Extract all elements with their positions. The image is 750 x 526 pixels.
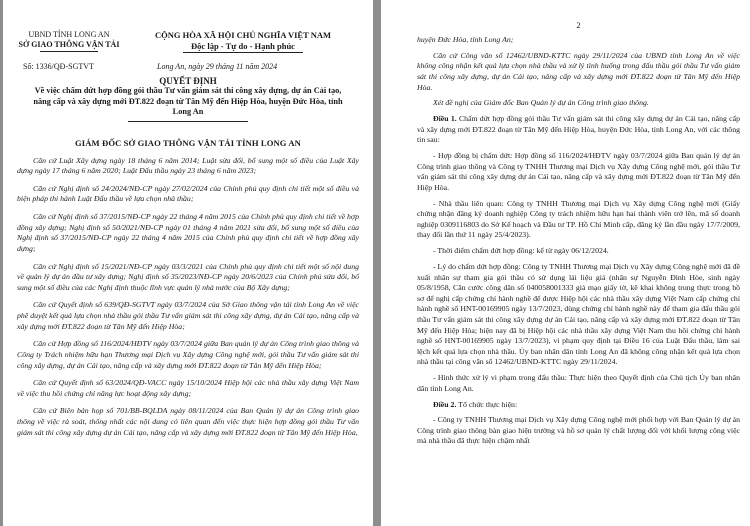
article-1-item: - Lý do chấm dứt hợp đồng: Công ty TNHH Thương mại Dịch vụ Xây dựng Công nghệ mới đã đề xuất nhân sự tham gia gói thầu có sử dụng lái liệu giả (nhân sự Nguyễn Đình Hòe, sinh ngày 05/8/1958, Căn cước công dân số 040058001333 giả mạo giấy tờ, kê khai không trung thực trong hồ sơ để nghị cấp chứng chỉ hành nghề để được Hiệp hội các nhà thầu xây dựng Việt Nam cấp chứng chỉ hành nghề số HNT-00169905 ngày 13/7/2023, dùng chứng chỉ hành nghề này để tham gia đấu thầu gói thầu Tư vấn giám sát thi công xây dựng dự án Cải tạo, nâng cấp và xây dựng mới ĐT.822 đoạn từ Tân Mỹ đến Hiệp Hòa; hiện nay đã bị Hiệp hội các nhà thầu xây dựng Việt Nam thu hồi chứng chỉ hành nghề số HNT-00169905 ngày 13/7/2023), vi phạm quy định tại Điều 16 của Luật Đấu thầu, làm sai lệch kết quả lựa chọn nhà thầu. Ủy ban nhân dân tỉnh Long An đã không công nhận kết quả lựa chọn nhà thầu tại công văn số 12462/UBND-KTTC ngày 29/11/2024. (417, 262, 740, 367)
article-1-item: - Hình thức xử lý vi phạm trong đấu thầu: Thực hiện theo Quyết định của Chủ tịch Ủy ban nhân dân tỉnh Long An. (417, 373, 740, 393)
article-1-item: - Thời điểm chấm dứt hợp đồng: kể từ ngày 06/12/2024. (433, 246, 609, 256)
legal-basis-item: Căn cứ Nghị định số 15/2021/NĐ-CP ngày 03/3/2021 của Chính phủ quy định chi tiết một số nội dung về quản lý dự án đầu tư xây dựng; Nghị định số 35/2023/NĐ-CP ngày 20/6/2023 của Chính phủ sửa đổi, bổ sung một số điều của các Nghị định thuộc lĩnh vực quản lý nhà nước của Bộ Xây dựng; (17, 261, 359, 292)
article-2 (417, 400, 740, 411)
legal-basis-item: Căn cứ Nghị định số 37/2015/NĐ-CP ngày 22 tháng 4 năm 2015 của Chính phủ quy định chi tiết về hợp đồng xây dựng; Nghị định số 50/2021/NĐ-CP ngày 01 tháng 4 năm 2021 sửa đổi, bổ sung một số điều của Nghị định số 37/2015/NĐ-CP ngày 22 tháng 4 năm 2015 của Chính phủ quy định chi tiết về hợp đồng xây dựng; (17, 211, 359, 254)
divider (40, 51, 98, 52)
legal-basis-item: Căn cứ Công văn số 12462/UBND-KTTC ngày 29/11/2024 của UBND tỉnh Long An về việc không công nhận kết quả lựa chọn nhà thầu và xử lý tình huống trong đấu thầu gói thầu Tư vấn giám sát thi công xây dựng, dự án Cải tạo, nâng cấp và xây dựng mới ĐT.822 đoạn từ Tân Mỹ đến Hiệp Hòa. (417, 50, 740, 92)
document-page-2 (381, 0, 750, 526)
article-2-text: Tổ chức thực hiện: (458, 399, 518, 409)
legal-basis-list (17, 156, 359, 439)
department-name: SỞ GIAO THÔNG VẬN TẢI (18, 40, 120, 49)
document-subject: Về việc chấm dứt hợp đồng gói thầu Tư vấn giám sát thi công xây dựng, dự án Cải tạo, nâng cấp và xây dựng mới ĐT.822 đoạn từ Tân Mỹ đến Hiệp Hòa, huyện Đức Hòa, tỉnh Long An (33, 86, 343, 116)
legal-basis-item: Căn cứ Quyết định số 639/QĐ-SGTVT ngày 03/7/2024 của Sở Giao thông vận tải tỉnh Long An về việc phê duyệt kết quả lựa chọn nhà thầu gói thầu Tư vấn giám sát thi công xây dựng, dự án Cải tạo, nâng cấp và xây dựng mới ĐT.822 đoạn từ Tân Mỹ đến Hiệp Hòa; (17, 300, 359, 331)
document-page-1 (3, 0, 373, 526)
province-committee: UBND TỈNH LONG AN (28, 30, 110, 39)
national-motto: Độc lập - Tự do - Hạnh phúc (191, 40, 295, 51)
divider (128, 121, 248, 122)
divider (183, 52, 303, 53)
legal-basis-continuation: huyện Đức Hòa, tỉnh Long An; (417, 35, 514, 44)
legal-basis-item: Căn cứ Hợp đồng số 116/2024/HĐTV ngày 03/7/2024 giữa Ban quản lý dự án Công trình giao thông và Công ty Trách nhiệm hữu hạn Thương mại Dịch vụ Xây dựng Công nghệ mới, gói thầu Tư vấn giám sát thi công xây dựng, dự án Cải tạo, nâng cấp và xây dựng mới ĐT.822 đoạn từ Tân Mỹ đến Hiệp Hòa; (17, 339, 359, 370)
document-number: Số: 1336/QĐ-SGTVT (23, 62, 94, 71)
legal-basis-item: Căn cứ Luật Xây dựng ngày 18 tháng 6 năm 2014; Luật sửa đổi, bổ sung một số điều của Luật Xây dựng ngày 17 tháng 6 năm 2020; Luật Đấu thầu ngày 23 tháng 6 năm 2023; (17, 155, 359, 176)
document-title: QUYẾT ĐỊNH (159, 76, 217, 86)
issuing-agency (13, 30, 125, 52)
nation-name: CỘNG HÒA XÃ HỘI CHỦ NGHĨA VIỆT NAM (154, 30, 332, 40)
article-1-label: Điều 1. (433, 114, 457, 124)
article-1-text: Chấm dứt hợp đồng gói thầu Tư vấn giám sát thi công xây dựng dự án Cải tạo, nâng cấp và xây dựng mới ĐT.822 đoạn từ Tân Mỹ đến Hiệp Hòa, huyện Đức Hòa, tỉnh Long An, với các thông tin sau: (417, 114, 740, 145)
article-1 (417, 114, 740, 146)
article-1-item: - Nhà thầu liên quan: Công ty TNHH Thương mại Dịch vụ Xây dựng Công nghệ mới (Giấy chứng nhận đăng ký doanh nghiệp Công ty trách nhiệm hữu hạn hai thành viên trở lên, mã số doanh nghiệp 0309116803 do Sở Kế hoạch và Đầu tư TP. Hồ Chí Minh cấp, đăng ký lần đầu ngày 17/7/2009, thay đổi lần thứ 11 ngày 25/4/2023). (417, 198, 740, 240)
page-number: 2 (576, 20, 581, 30)
article-2-label: Điều 2. (433, 399, 457, 409)
issuing-authority: GIÁM ĐỐC SỞ GIAO THÔNG VẬN TẢI TỈNH LONG AN (75, 137, 301, 148)
document-date: Long An, ngày 29 tháng 11 năm 2024 (157, 62, 278, 71)
proposal-line: Xét đề nghị của Giám đốc Ban Quản lý dự án Công trình giao thông. (433, 98, 649, 108)
article-1-item: - Hợp đồng bị chấm dứt: Hợp đồng số 116/2024/HĐTV ngày 03/7/2024 giữa Ban quản lý dự án Công trình giao thông và Công ty TNHH Thương mại Dịch vụ Xây dựng Công nghệ mới, gói thầu Tư vấn giám sát thi công xây dựng dự án Cải tạo, nâng cấp và xây dựng mới ĐT.822 đoạn từ Tân Mỹ đến Hiệp Hòa. (417, 151, 740, 192)
legal-basis-item: Căn cứ Quyết định số 63/2024/QĐ-VACC ngày 15/10/2024 Hiệp hội các nhà thầu xây dựng Việt Nam về việc thu hồi chứng chỉ năng lực hoạt động xây dựng; (17, 378, 359, 398)
article-2-item: - Công ty TNHH Thương mại Dịch vụ Xây dựng Công nghệ mới phối hợp với Ban Quản lý dự án Công trình giao thông bàn giao hiện trường và hồ sơ quản lý chất lượng đối với khối lượng công việc mà nhà thầu đã thực hiện chậm nhất (417, 415, 740, 446)
legal-basis-item: Căn cứ Nghị định số 24/2024/NĐ-CP ngày 27/02/2024 của Chính phủ quy định chi tiết một số điều và biện pháp thi hành Luật Đấu thầu về lựa chọn nhà thầu; (17, 183, 359, 204)
document-header (17, 0, 359, 71)
legal-basis-item: Căn cứ Biên bản họp số 701/BB-BQLDA ngày 08/11/2024 của Ban Quản lý dự án Công trình giao thông về việc rà soát, thống nhất các nội dung có liên quan đến việc thực hiện hợp đồng gói thầu Tư vấn giám sát thi công xây dựng dự án Cải tạo, nâng cấp và xây dựng mới ĐT.822 đoạn từ Tân Mỹ đến Hiệp Hòa, (17, 406, 359, 437)
national-heading (125, 30, 361, 53)
